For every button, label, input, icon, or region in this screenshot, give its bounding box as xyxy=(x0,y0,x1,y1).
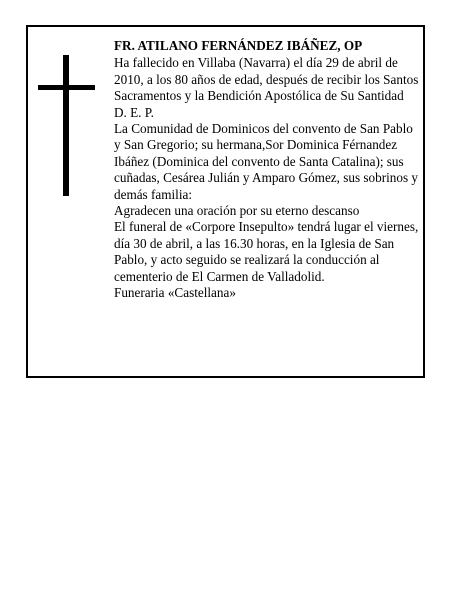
rest-in-peace-line: D. E. P. xyxy=(114,104,154,120)
deceased-name-title: FR. ATILANO FERNÁNDEZ IBÁÑEZ, OP xyxy=(114,38,363,53)
obituary-text-block xyxy=(114,38,419,302)
funeral-home-line: Funeraria «Castellana» xyxy=(114,285,236,301)
death-announcement-paragraph: Ha fallecido en Villaba (Navarra) el día 29 de abril de 2010, a los 80 años de edad, después de recibir los Santos Sacramentos y la Bendición Apostólica de Su Santidad xyxy=(114,55,419,104)
prayer-request-line: Agradecen una oración por su eterno descanso xyxy=(114,203,360,219)
cross-vertical-bar xyxy=(63,55,69,196)
family-paragraph: La Comunidad de Dominicos del convento de San Pablo y San Gregorio; su hermana,Sor Dominica Férnandez Ibáñez (Dominica del convento de Santa Catalina); sus cuñadas, Cesárea Julián y Amparo Gómez, sus sobrinos y demás familia: xyxy=(114,121,418,202)
funeral-details-paragraph: El funeral de «Corpore Insepulto» tendrá lugar el viernes, día 30 de abril, a las 16.30 horas, en la Iglesia de San Pablo, y acto seguido se realizará la conducción al cementerio de El Carmen de Valladolid. xyxy=(114,219,419,284)
cross-horizontal-bar xyxy=(38,85,95,90)
